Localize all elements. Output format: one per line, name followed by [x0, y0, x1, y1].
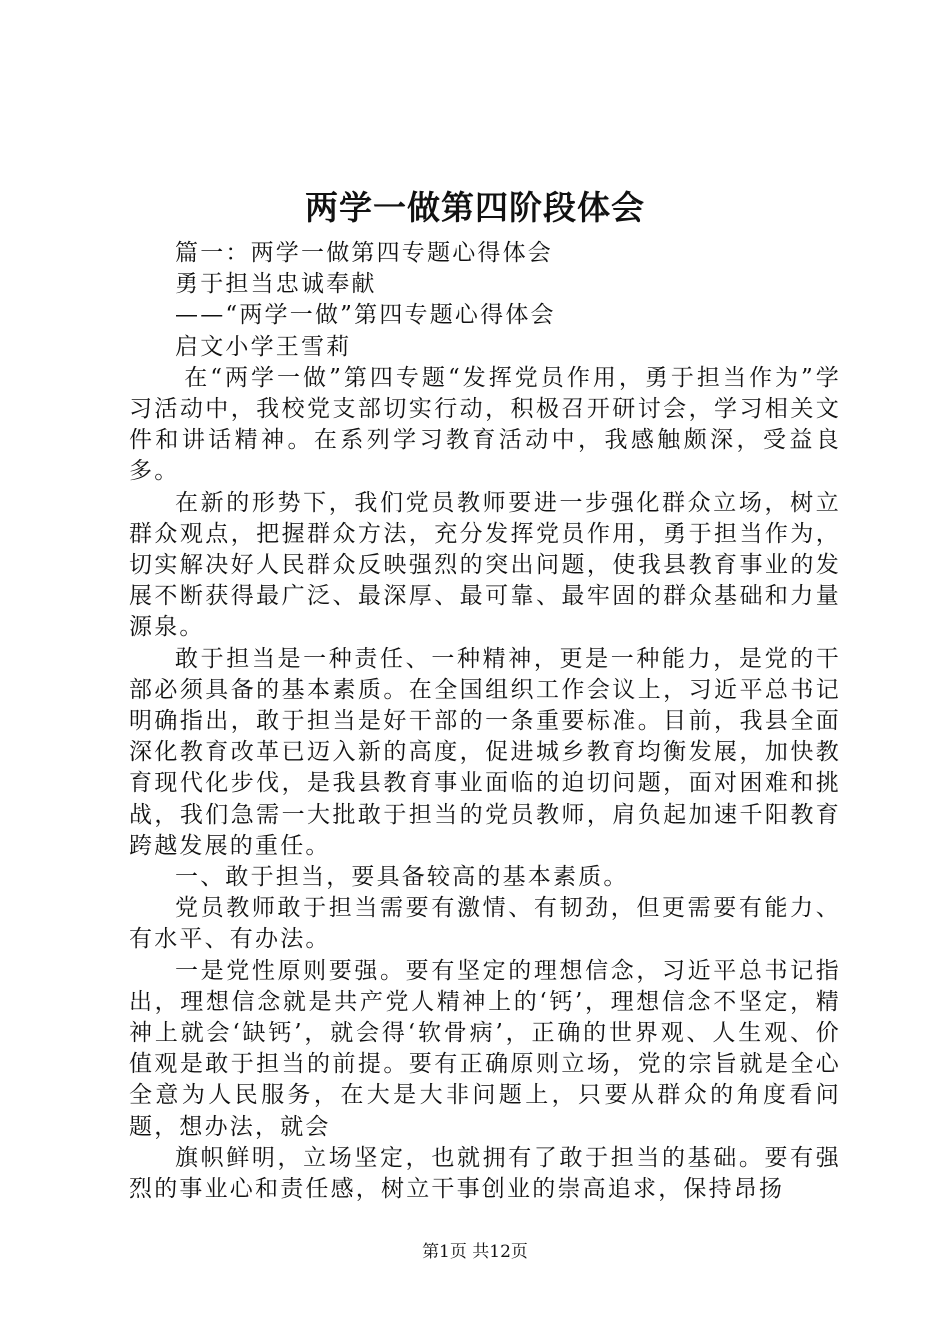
paragraph: 敢于担当是一种责任、一种精神，更是一种能力，是党的干部必须具备的基本素质。在全国组织工作会议上，习近平总书记明确指出，敢于担当是好干部的一条重要标准。目前，我县全面深化教育改革已迈入新的高度，促进城乡教育均衡发展，加快教育现代化步伐，是我县教育事业面临的迫切问题，面对困难和挑战，我们急需一大批敢于担当的党员教师，肩负起加速千阳教育跨越发展的重任。	[129, 645, 841, 859]
paragraph: 在“两学一做”第四专题“发挥党员作用，勇于担当作为”学习活动中，我校党支部切实行动，积极召开研讨会，学习相关文件和讲话精神。在系列学习教育活动中，我感触颇深，受益良多。	[129, 364, 841, 485]
paragraph: 一是党性原则要强。要有坚定的理想信念，习近平总书记指出，理想信念就是共产党人精神上的‘钙’，理想信念不坚定，精神上就会‘缺钙’，就会得‘软骨病’，正确的世界观、人生观、价值观是敢于担当的前提。要有正确原则立场，党的宗旨就是全心全意为人民服务，在大是大非问题上，只要从群众的角度看问题，想办法，就会	[129, 957, 841, 1140]
paragraph: 启文小学王雪莉	[175, 333, 352, 360]
document-body	[129, 238, 841, 1205]
page-footer: 第1页 共12页	[422, 1242, 528, 1262]
paragraph: ——“两学一做”第四专题心得体会	[175, 302, 556, 329]
document-title: 两学一做第四阶段体会	[305, 188, 645, 227]
paragraph: 一、敢于担当，要具备较高的基本素质。	[175, 864, 629, 891]
paragraph: 在新的形势下，我们党员教师要进一步强化群众立场，树立群众观点，把握群众方法，充分发挥党员作用，勇于担当作为，切实解决好人民群众反映强烈的突出问题，使我县教育事业的发展不断获得最广泛、最深厚、最可靠、最牢固的群众基础和力量源泉。	[129, 489, 841, 641]
paragraph: 勇于担当忠诚奉献	[175, 271, 377, 298]
paragraph: 旗帜鲜明，立场坚定，也就拥有了敢于担当的基础。要有强烈的事业心和责任感，树立干事创业的崇高追求，保持昂扬	[129, 1144, 841, 1203]
paragraph: 党员教师敢于担当需要有激情、有韧劲，但更需要有能力、有水平、有办法。	[129, 895, 841, 953]
paragraph: 篇一：两学一做第四专题心得体会	[175, 240, 553, 266]
